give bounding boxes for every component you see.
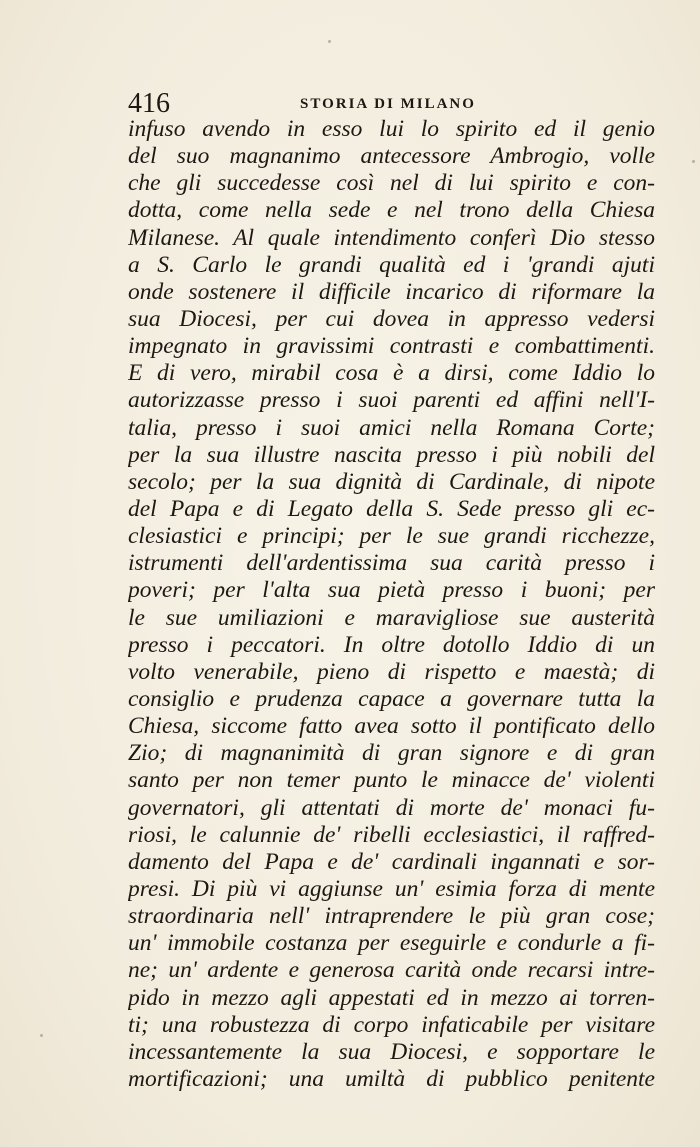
page-number: 416 — [128, 88, 170, 119]
text-line: damento del Papa e de' cardinali ingannati e sor- — [128, 848, 655, 875]
text-line: poveri; per l'alta sua pietà presso i buoni; per — [128, 577, 655, 604]
text-line: ti; una robustezza di corpo infaticabile per visitare — [128, 1011, 655, 1038]
text-line: clesiastici e principi; per le sue grandi ricchezze, — [128, 523, 655, 550]
text-line: presso i peccatori. In oltre dotollo Iddio di un — [128, 631, 655, 658]
running-head: STORIA DI MILANO — [300, 96, 476, 112]
text-line: Zio; di magnanimità di gran signore e di gran — [128, 740, 655, 767]
text-line: Milanese. Al quale intendimento conferì Dio stesso — [128, 224, 655, 251]
text-line: impegnato in gravissimi contrasti e combattimenti. — [128, 333, 655, 360]
text-line: santo per non temer punto le minacce de' violenti — [128, 767, 655, 794]
paper-speck — [692, 160, 695, 163]
text-line: straordinaria nell' intraprendere le più gran cose; — [128, 903, 655, 930]
text-line: sua Diocesi, per cui dovea in appresso vedersi — [128, 305, 655, 332]
text-line: secolo; per la sua dignità di Cardinale, di nipote — [128, 468, 655, 495]
text-line: Chiesa, siccome fatto avea sotto il pontificato dello — [128, 713, 655, 740]
text-line: incessantemente la sua Diocesi, e sopportare le — [128, 1038, 655, 1065]
text-line: un' immobile costanza per eseguirle e condurle a fi- — [128, 930, 655, 957]
paper-speck — [40, 1034, 43, 1037]
text-line: ne; un' ardente e generosa carità onde recarsi intre- — [128, 957, 655, 984]
text-line: volto venerabile, pieno di rispetto e maestà; di — [128, 658, 655, 685]
text-line: consiglio e prudenza capace a governare tutta la — [128, 685, 655, 712]
text-line: le sue umiliazioni e maravigliose sue austerità — [128, 604, 655, 631]
text-line: presi. Di più vi aggiunse un' esimia forza di mente — [128, 875, 655, 902]
text-line: onde sostenere il difficile incarico di riformare la — [128, 278, 655, 305]
text-line: istrumenti dell'ardentissima sua carità presso i — [128, 550, 655, 577]
text-line: che gli succedesse così nel di lui spirito e con- — [128, 170, 655, 197]
text-line: infuso avendo in esso lui lo spirito ed il genio — [128, 116, 655, 142]
text-line: E di vero, mirabil cosa è a dirsi, come Iddio lo — [128, 360, 655, 387]
text-line: per la sua illustre nascita presso i più nobili del — [128, 441, 655, 468]
text-line: talia, presso i suoi amici nella Romana Corte; — [128, 414, 655, 441]
text-line: governatori, gli attentati di morte de' monaci fu- — [128, 794, 655, 821]
body-text — [128, 116, 655, 1093]
text-line: del Papa e di Legato della S. Sede presso gli ec- — [128, 495, 655, 522]
text-line: a S. Carlo le grandi qualità ed i 'grandi ajuti — [128, 251, 655, 278]
text-line: del suo magnanimo antecessore Ambrogio, volle — [128, 143, 655, 170]
text-line: dotta, come nella sede e nel trono della Chiesa — [128, 197, 655, 224]
text-line: autorizzasse presso i suoi parenti ed affini nell'I- — [128, 387, 655, 414]
text-line: riosi, le calunnie de' ribelli ecclesiastici, il raffred- — [128, 821, 655, 848]
paper-speck — [328, 40, 331, 43]
text-line: pido in mezzo agli appestati ed in mezzo ai torren- — [128, 984, 655, 1011]
text-line: mortificazioni; una umiltà di pubblico penitente — [128, 1065, 655, 1092]
